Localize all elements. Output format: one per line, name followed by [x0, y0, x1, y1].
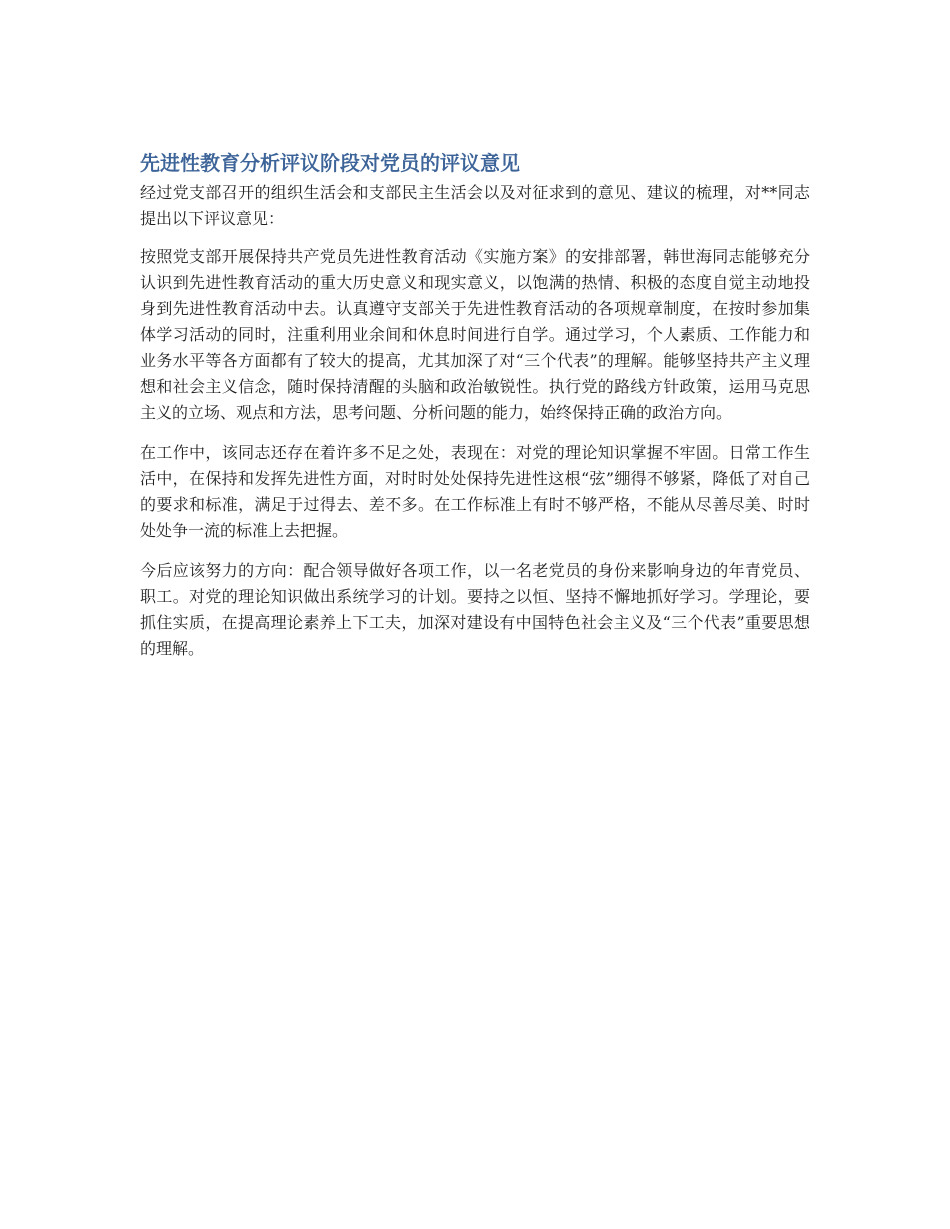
improvement-paragraph: 今后应该努力的方向：配合领导做好各项工作，以一名老党员的身份来影响身边的年青党员、职工。对党的理论知识做出系统学习的计划。要持之以恒、坚持不懈地抓好学习。学理论，要抓住实质，在提高理论素养上下工夫，加深对建设有中国特色社会主义及“三个代表”重要思想的理解。	[140, 561, 810, 658]
assessment-paragraph: 按照党支部开展保持共产党员先进性教育活动《实施方案》的安排部署，韩世海同志能够充分认识到先进性教育活动的重大历史意义和现实意义，以饱满的热情、积极的态度自觉主动地投身到先进性教育活动中去。认真遵守支部关于先进性教育活动的各项规章制度，在按时参加集体学习活动的同时，注重利用业余间和休息时间进行自学。通过学习，个人素质、工作能力和业务水平等各方面都有了较大的提高，尤其加深了对“三个代表”的理解。能够坚持共产主义理想和社会主义信念，随时保持清醒的头脑和政治敏锐性。执行党的路线方针政策，运用马克思主义的立场、观点和方法，思考问题、分析问题的能力，始终保持正确的政治方向。	[140, 247, 810, 422]
shortcomings-paragraph: 在工作中，该同志还存在着许多不足之处，表现在：对党的理论知识掌握不牢固。日常工作生活中，在保持和发挥先进性方面，对时时处处保持先进性这根“弦”绷得不够紧，降低了对自己的要求和标准，满足于过得去、差不多。在工作标准上有时不够严格，不能从尽善尽美、时时处处争一流的标准上去把握。	[140, 443, 810, 540]
document-body	[140, 148, 810, 676]
document-title: 先进性教育分析评议阶段对党员的评议意见	[140, 151, 520, 175]
intro-paragraph: 经过党支部召开的组织生活会和支部民主生活会以及对征求到的意见、建议的梳理，对**同志提出以下评议意见：	[140, 183, 810, 228]
